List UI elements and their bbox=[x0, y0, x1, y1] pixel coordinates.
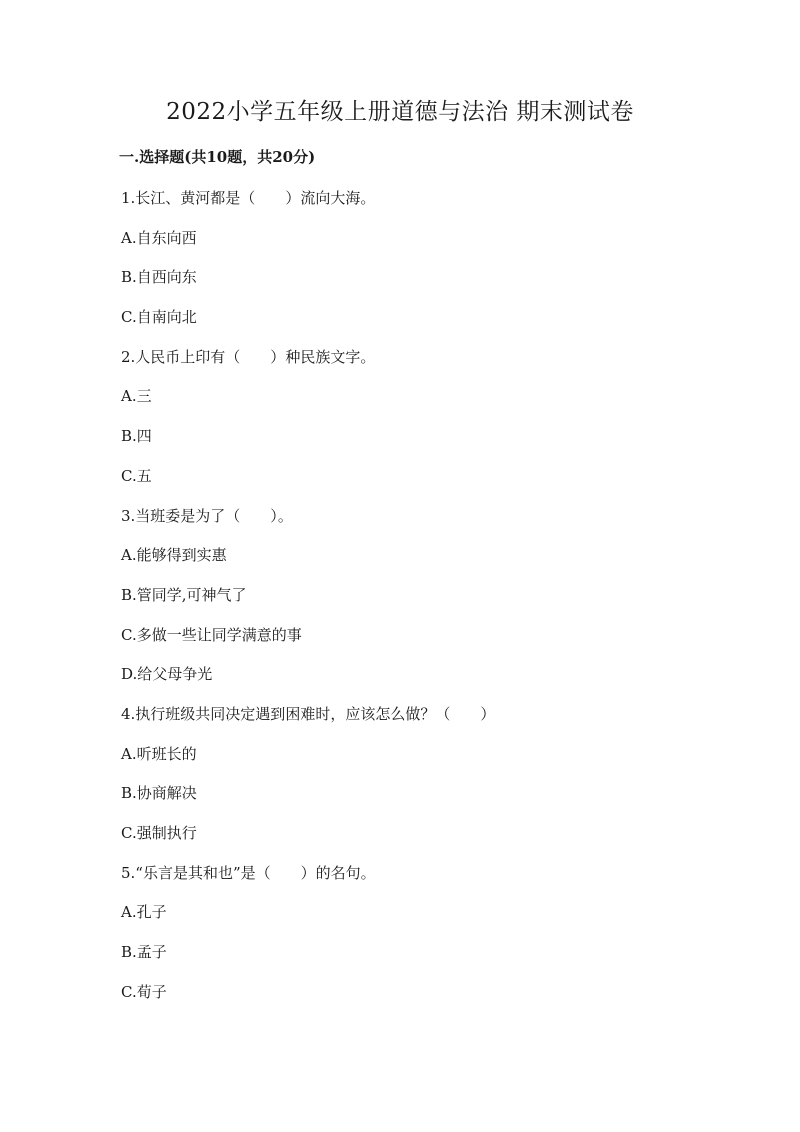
q4-option-b: B.协商解决 bbox=[121, 784, 197, 803]
q3-option-b: B.管同学,可神气了 bbox=[121, 585, 247, 604]
q1-option-a: A.自东向西 bbox=[121, 228, 197, 247]
question-list bbox=[121, 187, 781, 1020]
question-2: 2.人民币上印有（ ）种民族文字。 bbox=[121, 347, 376, 366]
question-1: 1.长江、黄河都是（ ）流向大海。 bbox=[121, 189, 376, 207]
q2-option-a: A.三 bbox=[121, 387, 152, 406]
q5-option-c: C.荀子 bbox=[121, 982, 167, 1001]
q1-option-c: C.自南向北 bbox=[121, 308, 197, 327]
q4-option-a: A.听班长的 bbox=[121, 744, 197, 763]
q3-option-d: D.给父母争光 bbox=[121, 665, 213, 684]
q2-option-b: B.四 bbox=[121, 427, 152, 446]
q1-option-b: B.自西向东 bbox=[121, 268, 197, 287]
question-4: 4.执行班级共同决定遇到困难时，应该怎么做？（ ） bbox=[121, 704, 496, 723]
section-heading: 一.选择题(共10题，共20分) bbox=[119, 148, 316, 166]
page-title: 2022小学五年级上册道德与法治 期末测试卷 bbox=[166, 99, 634, 125]
q5-option-a: A.孔子 bbox=[121, 903, 167, 922]
q2-option-c: C.五 bbox=[121, 466, 152, 485]
q3-option-c: C.多做一些让同学满意的事 bbox=[121, 625, 302, 644]
question-5: 5.“乐言是其和也”是（ ）的名句。 bbox=[121, 863, 376, 882]
question-3: 3.当班委是为了（ ）。 bbox=[121, 506, 293, 525]
q5-option-b: B.孟子 bbox=[121, 943, 167, 962]
q3-option-a: A.能够得到实惠 bbox=[121, 546, 227, 565]
q4-option-c: C.强制执行 bbox=[121, 824, 197, 842]
